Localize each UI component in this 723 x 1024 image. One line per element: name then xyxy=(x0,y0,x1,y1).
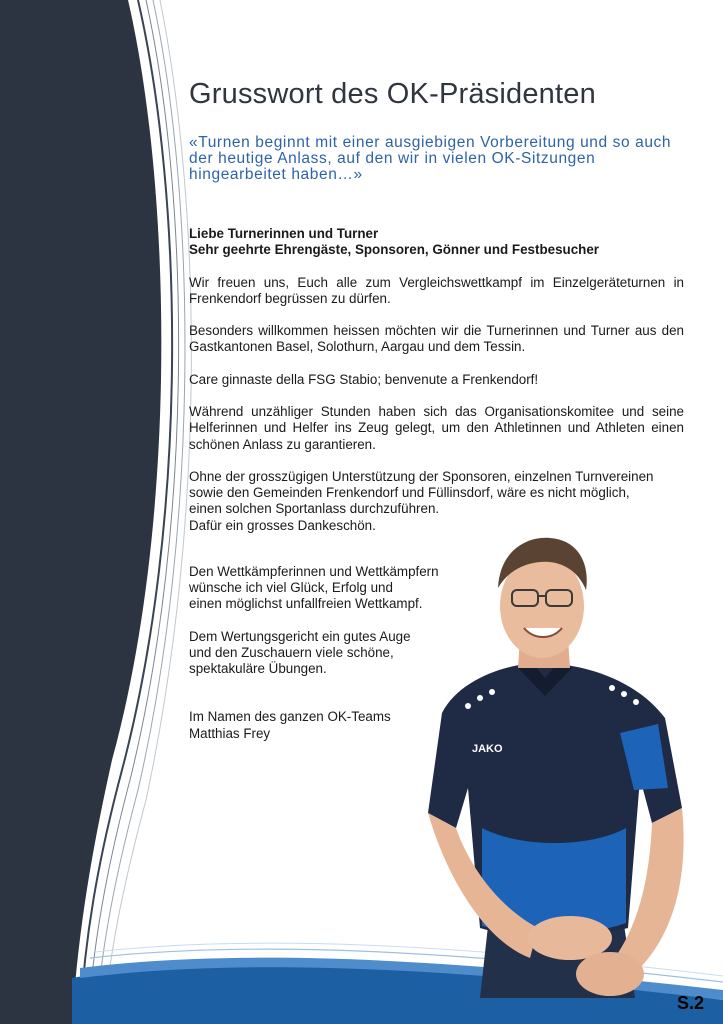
closing-section xyxy=(189,564,459,758)
greeting-line: Sehr geehrte Ehrengäste, Sponsoren, Gönner und Festbesucher xyxy=(189,242,599,258)
closing-line: spektakuläre Übungen. xyxy=(189,661,327,677)
paragraph-line: Dafür ein grosses Dankeschön. xyxy=(189,517,376,533)
president-photo xyxy=(420,528,700,1008)
dark-side-panel xyxy=(0,0,161,1024)
paragraph xyxy=(189,469,684,534)
paragraph: Wir freuen uns, Euch alle zum Vergleichswettkampf im Einzelgeräteturnen in Frenkendorf begrüssen zu dürfen. xyxy=(189,274,684,306)
signature-line: Im Namen des ganzen OK-Teams xyxy=(189,709,391,725)
page-title: Grusswort des OK-Präsidenten xyxy=(189,78,596,110)
page-number: S.2 xyxy=(677,993,705,1013)
closing-line: einen möglichst unfallfreien Wettkampf. xyxy=(189,596,423,612)
paragraph-line: sowie den Gemeinden Frenkendorf und Füllinsdorf, wäre es nicht möglich, xyxy=(189,485,630,501)
closing-line: Dem Wertungsgericht ein gutes Auge xyxy=(189,628,411,644)
paragraph-line: Ohne der grosszügigen Unterstützung der Sponsoren, einzelnen Turnvereinen xyxy=(189,468,654,484)
letter-body xyxy=(189,226,684,550)
closing-line: und den Zuschauern viele schöne, xyxy=(189,645,394,660)
shirt-logo: JAKO xyxy=(472,743,503,755)
closing-line: Den Wettkämpferinnen und Wettkämpfern xyxy=(189,564,439,579)
closing-wishes xyxy=(189,564,459,613)
paragraph: Während unzähliger Stunden haben sich das Organisationskomitee und seine Helferinnen und Helfer ins Zeug gelegt, um den Athletinnen und Athleten einen schönen Anlass zu garantieren. xyxy=(189,404,684,452)
greeting xyxy=(189,226,684,258)
closing-line: wünsche ich viel Glück, Erfolg und xyxy=(189,580,393,596)
signature xyxy=(189,709,459,741)
intro-quote: «Turnen beginnt mit einer ausgiebigen Vorbereitung und so auch der heutige Anlass, auf den wir in vielen OK-Sitzungen hingearbeitet haben…» xyxy=(189,134,672,183)
paragraph: Care ginnaste della FSG Stabio; benvenute a Frenkendorf! xyxy=(189,371,539,387)
paragraph: Besonders willkommen heissen möchten wir die Turnerinnen und Turner aus den Gastkantonen Basel, Solothurn, Aargau und dem Tessin. xyxy=(189,323,684,355)
greeting-line: Liebe Turnerinnen und Turner xyxy=(189,226,379,241)
closing-wishes xyxy=(189,629,459,678)
paragraph-line: einen solchen Sportanlass durchzuführen. xyxy=(189,501,440,517)
signature-name: Matthias Frey xyxy=(189,725,271,741)
